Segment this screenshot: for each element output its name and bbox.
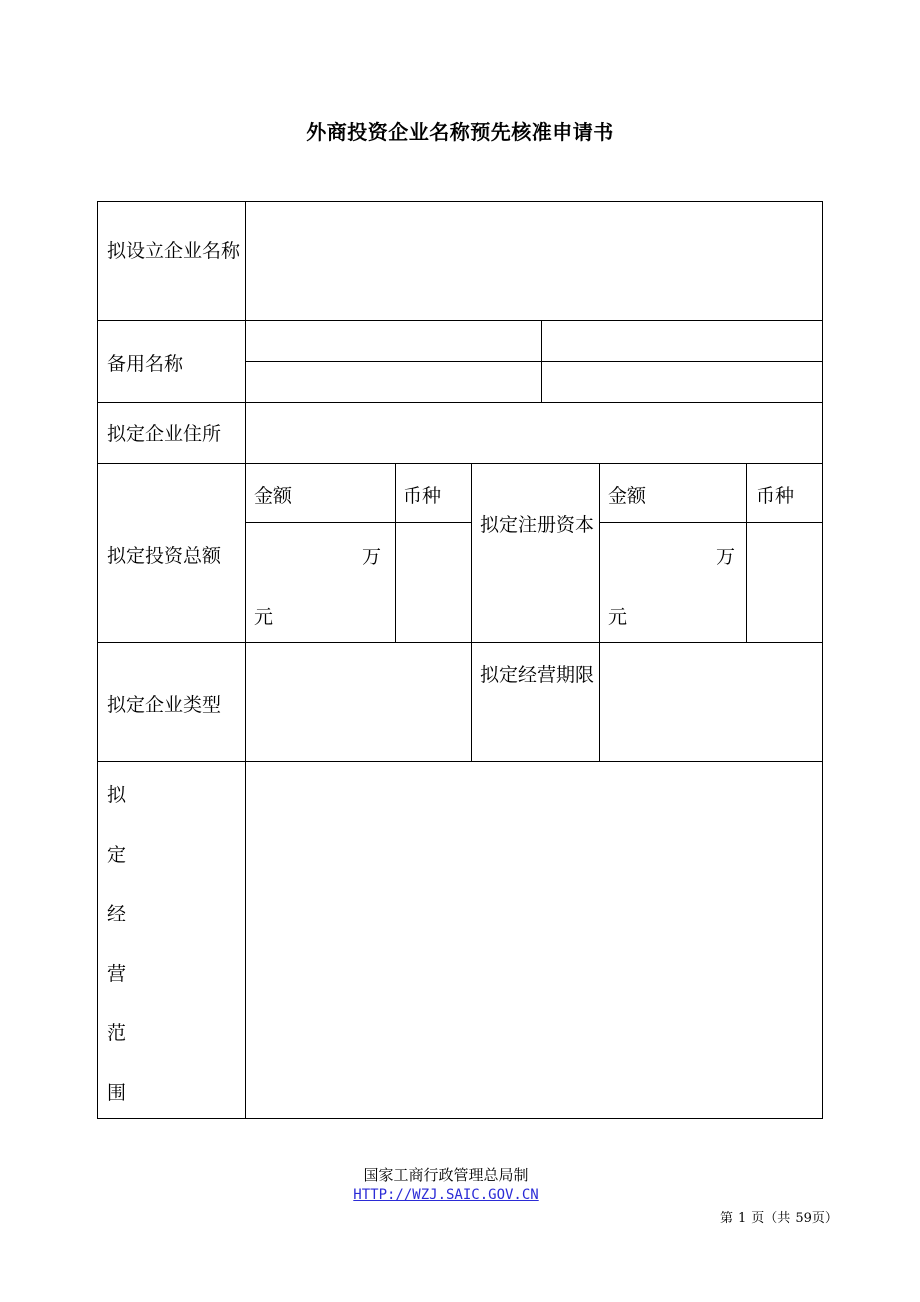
form-title: 外商投资企业名称预先核准申请书 [306,120,614,144]
investment-amount-header: 金额 [254,485,293,507]
operation-period-label: 拟定经营期限 [480,664,595,686]
page-mid: 页（共 [751,1211,791,1226]
proposed-name-field[interactable] [246,202,822,320]
registered-capital-label: 拟定注册资本 [480,514,595,536]
investment-currency-field[interactable] [396,523,471,642]
operation-period-field[interactable] [600,643,822,761]
page-current: 1 [738,1211,747,1226]
address-field[interactable] [246,403,822,463]
website-link[interactable]: HTTP://WZJ.SAIC.GOV.CN [353,1187,539,1203]
alternate-name-field-3[interactable] [246,362,541,402]
capital-wan-unit: 万 [716,546,736,568]
total-investment-label: 拟定投资总额 [107,545,222,567]
page-number [720,1207,838,1226]
capital-currency-field[interactable] [747,523,822,642]
capital-currency-header: 币种 [756,485,795,507]
alternate-name-field-1[interactable] [246,321,541,361]
alternate-name-label: 备用名称 [107,353,184,375]
enterprise-type-label: 拟定企业类型 [107,694,222,716]
page-prefix: 第 [720,1211,734,1226]
address-label: 拟定企业住所 [107,423,222,445]
alternate-name-field-2[interactable] [542,321,822,361]
investment-wan-unit: 万 [362,546,382,568]
investment-currency-header: 币种 [403,485,442,507]
capital-yuan-unit: 元 [608,606,628,628]
page-total: 59页） [795,1211,838,1226]
issuing-authority: 国家工商行政管理总局制 [363,1166,529,1184]
alternate-name-field-4[interactable] [542,362,822,402]
capital-amount-header: 金额 [608,485,647,507]
business-scope-field[interactable] [246,762,822,1118]
proposed-name-label: 拟设立企业名称 [107,240,241,262]
business-scope-label: 拟定经营范围 [107,784,127,1104]
enterprise-type-field[interactable] [246,643,471,761]
investment-yuan-unit: 元 [254,606,274,628]
